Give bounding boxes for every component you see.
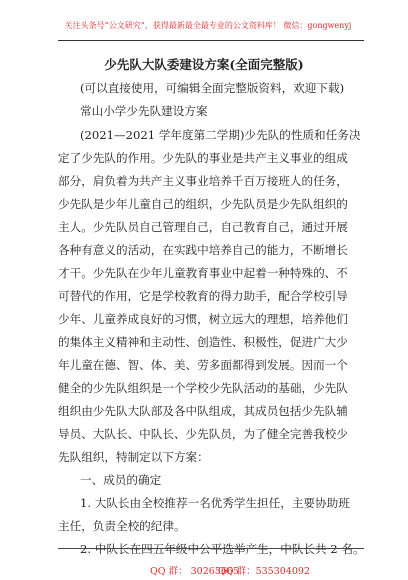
body-line: 健全的少先队组织是一个学校少先队活动的基础，少先队	[58, 381, 348, 395]
list-item: 2. 中队长在四五年级中公平选举产生，中队长共 2 名。	[80, 542, 365, 556]
body-line: 主人。少先队员自己管理自己，自己教育自己，通过开展	[58, 220, 348, 234]
document-title: 少先队大队委建设方案(全面完整版)	[104, 57, 304, 72]
body-line: (2021—2021 学年度第二学期)少先队的性质和任务决	[80, 128, 361, 142]
body-line: 先队组织，特制定以下方案：	[58, 450, 209, 464]
body-line: 导员、大队长、中队长、少先队员，为了健全完善我校少	[58, 427, 348, 441]
list-item: 1. 大队长由全校推荐一名优秀学生担任，主要协助班	[80, 496, 350, 510]
body-line: 定了少先队的作用。少先队的事业是共产主义事业的组成	[58, 151, 348, 165]
footer-contacts	[150, 563, 310, 577]
header-banner: 关注头条号“公文研究”，获得最新最全最专业的公文资料库！ 微信：gongwenyj	[64, 21, 352, 30]
section-heading: 一、成员的确定	[80, 473, 162, 487]
list-item: 主任，负责全校的纪律。	[58, 519, 186, 533]
body-line: 各种有意义的活动，在实践中培养自己的能力，不断增长	[58, 243, 348, 257]
body-line: 少先队是少年儿童自己的组织，少先队员是少先队组织的	[58, 197, 348, 211]
body-line: 年儿童在德、智、体、美、劳多面都得到发展。因而一个	[58, 358, 348, 372]
school-heading: 常山小学少先队建设方案	[80, 104, 208, 118]
header-divider	[58, 40, 364, 41]
body-line: 少年、儿童养成良好的习惯，树立远大的理想，培养他们	[58, 312, 348, 326]
body-line: 部分，肩负着为共产主义事业培养千百万接班人的任务，	[58, 174, 348, 188]
body-line: 才干。少先队在少年儿童教育事业中起着一种特殊的、不	[58, 266, 348, 280]
footer-qq-group-2: QQ 群：535304092	[218, 566, 310, 577]
footer-qq-group-1: QQ 群： 30265665	[150, 566, 239, 577]
body-line: 组织由少先队大队部及各中队组成，其成员包括少先队辅	[58, 404, 348, 418]
footer-divider	[58, 548, 364, 549]
body-line: 可替代的作用，它是学校教育的得力助手，配合学校引导	[58, 289, 348, 303]
document-subtitle: (可以直接使用，可编辑全面完整版资料，欢迎下载)	[80, 81, 345, 95]
body-line: 的集体主义精神和主动性、创造性、积极性，促进广大少	[58, 335, 348, 349]
